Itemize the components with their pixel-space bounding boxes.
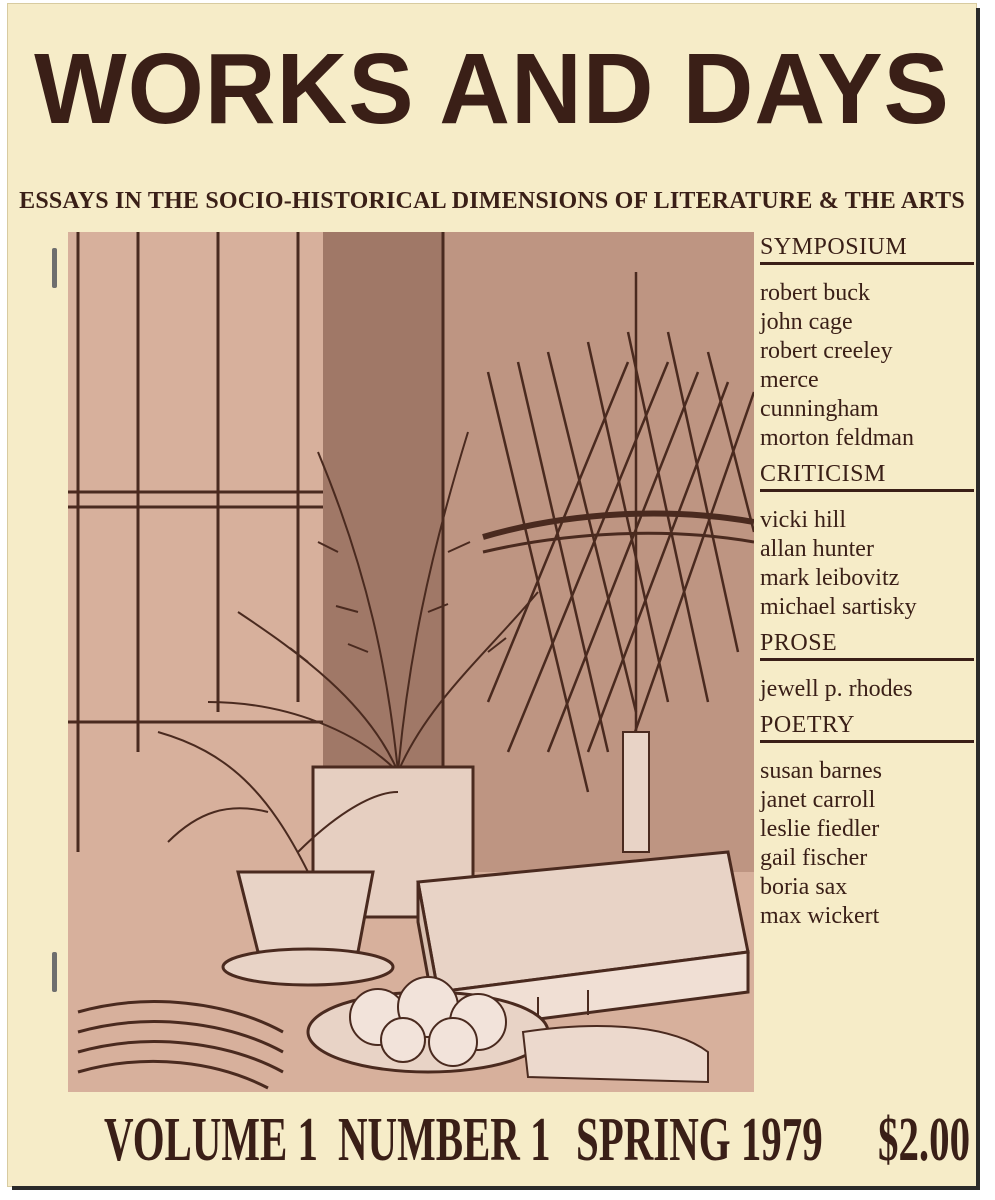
contributor-name: morton feldman: [760, 425, 914, 451]
issue-volume: VOLUME 1: [104, 1106, 319, 1174]
staple-bottom: [52, 952, 57, 992]
issue-number: NUMBER 1: [338, 1106, 551, 1174]
contributor-name: boria sax: [760, 874, 848, 900]
contributor-name: max wickert: [760, 903, 880, 929]
contents-column: [760, 232, 974, 937]
contributor-name: merce: [760, 367, 819, 393]
contributor-name: janet carroll: [760, 787, 876, 813]
contributor-name: susan barnes: [760, 758, 882, 784]
contributor-name: mark leibovitz: [760, 565, 900, 591]
cover-illustration: [68, 232, 754, 1092]
contributor-name: leslie fiedler: [760, 816, 880, 842]
contributor-name: michael sartisky: [760, 594, 917, 620]
section-symposium: [760, 232, 974, 453]
staple-top: [52, 248, 57, 288]
contributor-name: robert creeley: [760, 338, 893, 364]
section-prose: [760, 628, 974, 704]
section-heading: SYMPOSIUM: [760, 232, 974, 265]
magazine-subtitle: ESSAYS IN THE SOCIO-HISTORICAL DIMENSIONS OF LITERATURE & THE ARTS: [19, 188, 965, 214]
section-criticism: [760, 459, 974, 622]
section-poetry: [760, 710, 974, 931]
contributor-name: jewell p. rhodes: [760, 676, 913, 702]
section-heading: CRITICISM: [760, 459, 974, 492]
contributor-name: vicki hill: [760, 507, 846, 533]
contributor-name: john cage: [760, 309, 853, 335]
contributor-name: gail fischer: [760, 845, 868, 871]
magazine-cover: [8, 4, 976, 1186]
issue-price: $2.00: [878, 1106, 971, 1174]
magazine-title: WORKS AND DAYS: [34, 33, 950, 145]
contributor-name: robert buck: [760, 280, 870, 306]
issue-season: SPRING 1979: [576, 1106, 823, 1174]
issue-footer: [8, 1100, 976, 1180]
contributor-name: cunningham: [760, 396, 879, 422]
section-heading: POETRY: [760, 710, 974, 743]
contributor-name: allan hunter: [760, 536, 874, 562]
section-heading: PROSE: [760, 628, 974, 661]
